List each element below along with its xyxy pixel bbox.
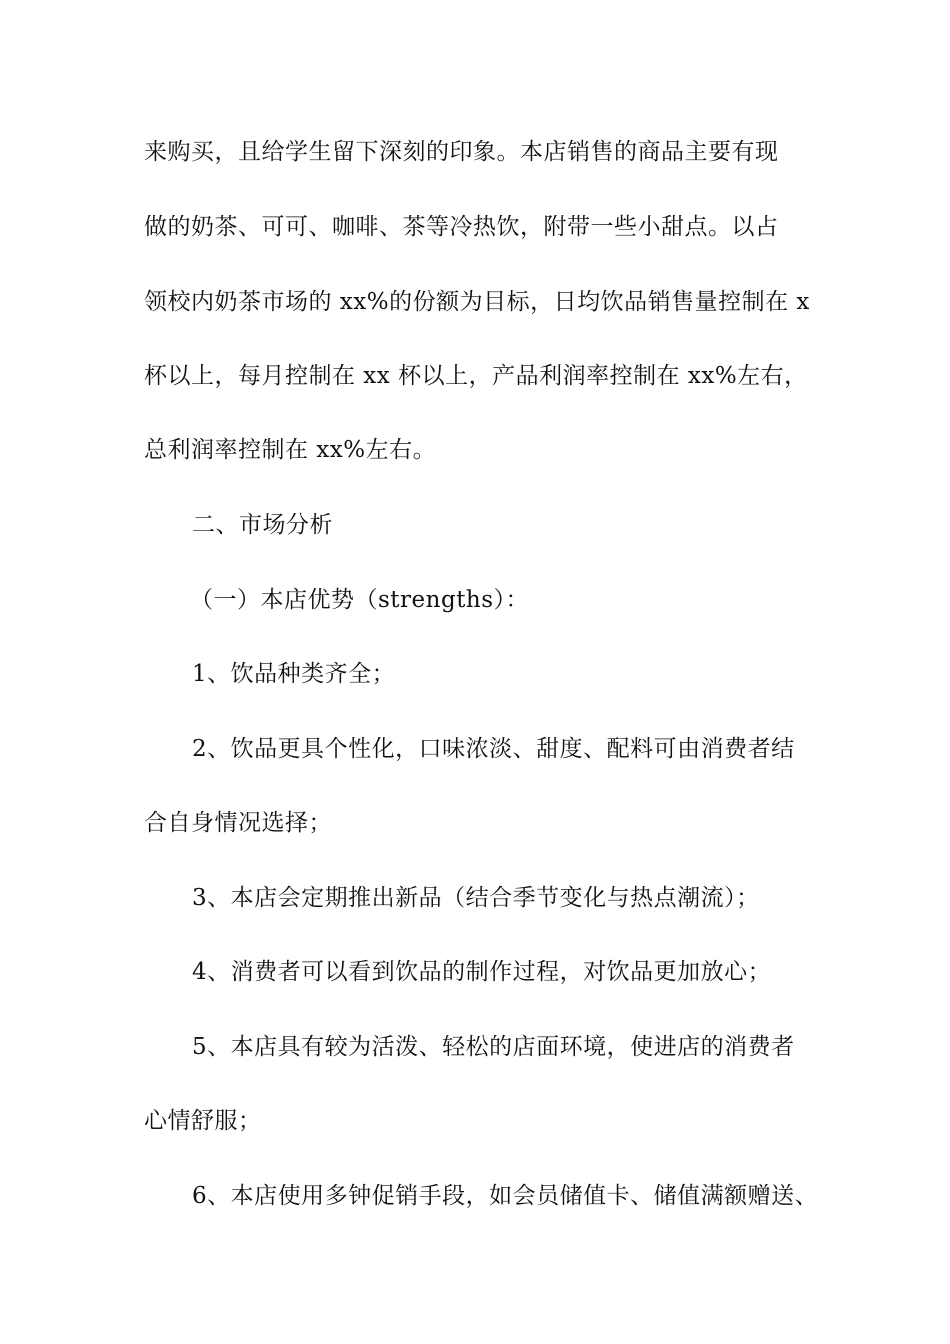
list-item: 6、本店使用多钟促销手段，如会员储值卡、储值满额赠送、: [192, 1183, 819, 1209]
list-item: 5、本店具有较为活泼、轻松的店面环境，使进店的消费者: [192, 1034, 795, 1060]
paragraph-line: 来购买，且给学生留下深刻的印象。本店销售的商品主要有现: [144, 139, 779, 165]
subsection-heading: （一）本店优势（strengths）：: [190, 587, 530, 613]
paragraph-line: 杯以上，每月控制在 xx 杯以上，产品利润率控制在 xx%左右，: [144, 363, 808, 389]
list-item: 3、本店会定期推出新品（结合季节变化与热点潮流）；: [192, 885, 760, 911]
list-item: 4、消费者可以看到饮品的制作过程，对饮品更加放心；: [192, 959, 772, 985]
paragraph-line: 做的奶茶、可可、咖啡、茶等冷热饮，附带一些小甜点。以占: [144, 214, 779, 240]
section-heading: 二、市场分析: [192, 512, 333, 538]
list-item: 2、饮品更具个性化，口味浓淡、甜度、配料可由消费者结: [192, 736, 795, 762]
list-item-continuation: 合自身情况选择；: [144, 810, 332, 836]
list-item-continuation: 心情舒服；: [144, 1108, 262, 1134]
paragraph-line: 总利润率控制在 xx%左右。: [144, 437, 437, 463]
paragraph-line: 领校内奶茶市场的 xx%的份额为目标，日均饮品销售量控制在 x: [144, 289, 810, 315]
list-item: 1、饮品种类齐全；: [192, 661, 396, 687]
